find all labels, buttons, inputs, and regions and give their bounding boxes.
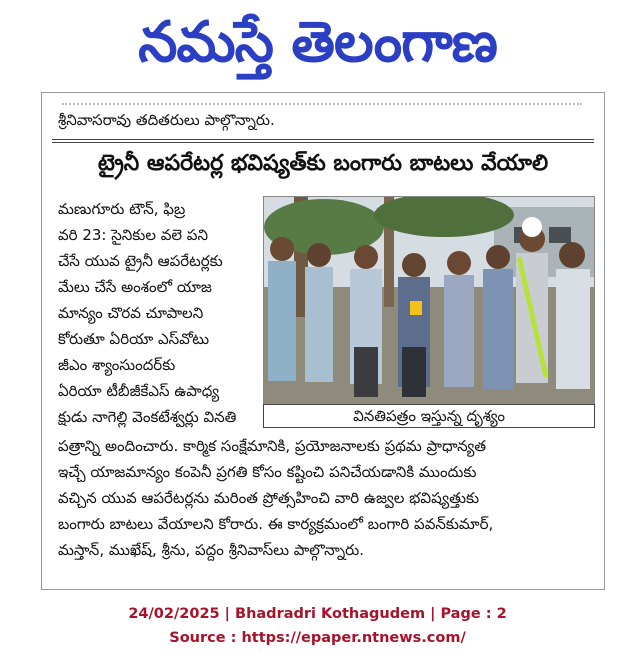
previous-article-tail: శ్రీనివాసరావు తదితరులు పాల్గొన్నారు. — [58, 111, 275, 129]
text-line: చేసే యువ ట్రైనీ ఆపరేటర్లకు — [58, 252, 223, 270]
text-line: ఇచ్చే యాజమాన్యం కంపెనీ ప్రగతి కోసం కష్టించి పనిచేయడానికి ముందుకు — [58, 463, 477, 481]
text-line: మాన్యం చొరవ చూపాలని — [58, 304, 204, 322]
article-column-text — [58, 196, 256, 430]
article-body-text — [58, 433, 590, 563]
group-photo-illustration — [264, 197, 594, 405]
text-line: జీఎం శ్యాంసుందర్‌కు — [58, 356, 176, 374]
news-photo — [263, 196, 595, 406]
text-line: మేలు చేసే అంశంలో యాజ — [58, 278, 212, 296]
clipping-top-edge — [62, 95, 582, 105]
article-headline: ట్రైనీ ఆపరేటర్ల భవిష్యత్‌కు బంగారు బాటలు వేయాలి — [97, 151, 549, 176]
text-line: మణుగూరు టౌన్‌, ఫిబ్ర — [58, 200, 186, 218]
text-line: క్షుడు నాగెల్లి వెంకటేశ్వర్లు వినతి — [58, 408, 237, 426]
text-line: బంగారు బాటలు వేయాలని కోరారు. ఈ కార్యక్రమంలో బంగారి పవన్‌కుమార్‌, — [58, 515, 494, 533]
edition-date-line: 24/02/2025 | Bhadradri Kothagudem | Page : 2 — [128, 606, 507, 622]
text-line: వచ్చిన యువ ఆపరేటర్లను మరింత ప్రోత్సహించి వారి ఉజ్వల భవిష్యత్తుకు — [58, 489, 480, 507]
text-line: కోరుతూ ఏరియా ఎస్‌వోటు — [58, 330, 210, 348]
text-line: ఏరియా టీబీజీకేఎస్‌ ఉపాధ్య — [58, 382, 220, 400]
source-link[interactable]: Source : https://epaper.ntnews.com/ — [169, 630, 466, 646]
newspaper-masthead: నమస్తే తెలంగాణ — [138, 10, 497, 75]
divider-rule — [52, 139, 594, 140]
text-line: వరి 23: సైనికుల వలె పని — [58, 226, 208, 244]
photo-caption: వినతిపత్రం ఇస్తున్న దృశ్యం — [263, 404, 595, 428]
text-line: మస్తాన్‌, ముఖేష్‌, శ్రీను, పద్దం శ్రీనివాస్‌లు పాల్గొన్నారు. — [58, 541, 365, 559]
text-line: పత్రాన్ని అందించారు. కార్మిక సంక్షేమానికి, ప్రయోజనాలకు ప్రథమ ప్రాధాన్యత — [58, 437, 487, 455]
divider-rule — [52, 142, 594, 143]
article-clipping — [41, 92, 605, 590]
